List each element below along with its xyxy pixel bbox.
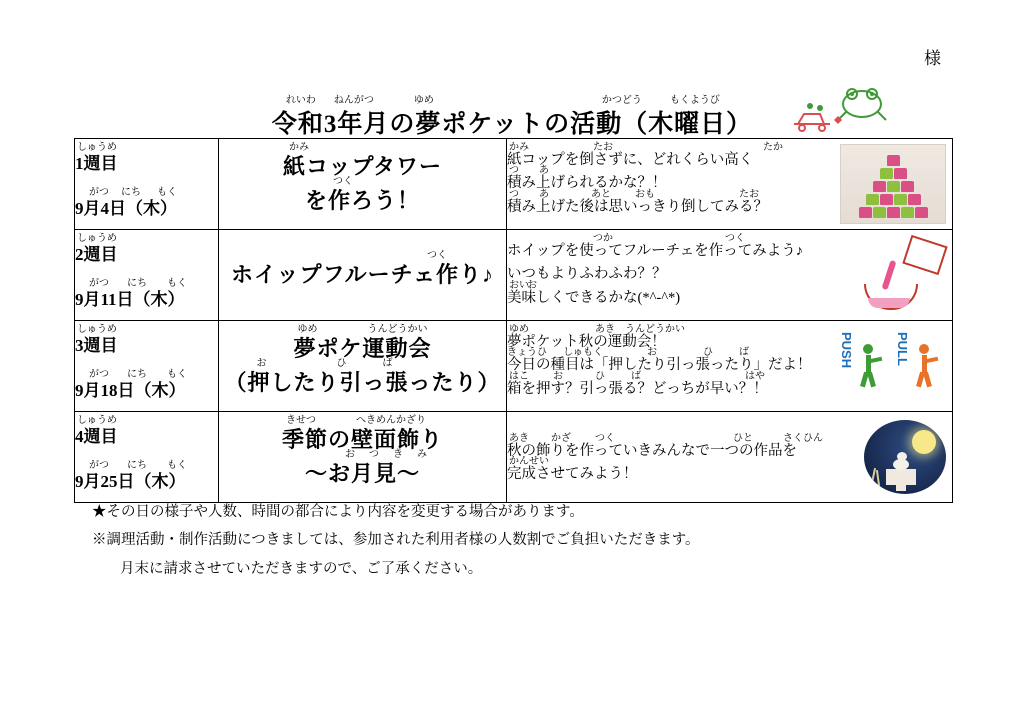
description-text-block <box>507 232 837 310</box>
activity-title-line <box>304 176 420 218</box>
desc-ruby: かんせい <box>509 456 549 467</box>
date-value <box>75 460 218 492</box>
week-number <box>75 233 218 265</box>
week-number <box>75 142 218 174</box>
week-number <box>75 324 218 356</box>
description-line-text: 秋の飾りを作っていきみんなで一つの作品を <box>507 442 797 459</box>
desc-ruby: おい <box>509 279 529 291</box>
desc-ruby: ゆめ <box>509 323 529 335</box>
desc-ruby: お <box>553 370 563 382</box>
date-ruby: もく <box>167 369 187 380</box>
desc-ruby: あ <box>539 165 549 177</box>
date-ruby: もく <box>157 187 177 198</box>
activity-title-line <box>230 249 495 292</box>
activity-ruby: うんどうかい <box>367 323 428 335</box>
activity-cell <box>219 139 507 230</box>
activity-line-text: 〜お月見〜 <box>304 461 420 486</box>
desc-ruby: ば <box>739 347 749 359</box>
pull-label: PULL <box>895 332 910 366</box>
activity-ruby: き <box>392 449 403 460</box>
desc-ruby: ひ <box>703 347 713 359</box>
description-line-text: ホイップを使ってフルーチェを作ってみよう♪ <box>507 242 803 259</box>
activity-ruby: お <box>344 449 355 460</box>
note-line: ※調理活動・制作活動につきましては、参加された利用者様の人数割でご負担いただきます。 <box>92 532 700 549</box>
desc-ruby: つ <box>509 188 519 200</box>
notes-block <box>92 498 952 583</box>
title-ruby: かつどう <box>601 95 642 106</box>
desc-ruby: つく <box>725 232 745 244</box>
description-cell <box>507 321 953 412</box>
description-line <box>507 165 837 195</box>
description-line <box>507 263 837 286</box>
week-ruby: しゅうめ <box>77 324 117 335</box>
page-title-text: 令和3年月の夢ポケットの活動（木曜日） <box>271 111 753 138</box>
week-cell <box>75 412 219 503</box>
activity-ruby: つ <box>368 449 379 460</box>
activity-line-text: 夢ポケ運動会 <box>293 335 432 361</box>
desc-ruby: ば <box>631 370 641 382</box>
date-text: 9月11日（木） <box>75 290 185 309</box>
title-ruby: ねんがつ <box>333 95 374 106</box>
desc-ruby: はこ <box>509 370 529 382</box>
activity-title-line <box>293 323 432 366</box>
desc-ruby: つか <box>593 232 613 244</box>
desc-ruby: さくひん <box>783 432 823 444</box>
date-ruby: がつ <box>89 460 109 471</box>
table-row <box>75 139 953 230</box>
date-ruby: もく <box>167 278 187 289</box>
activity-ruby: お <box>256 358 267 369</box>
description-line <box>507 370 837 401</box>
desc-ruby: あき <box>595 323 615 335</box>
desc-ruby: かみ <box>509 141 529 153</box>
description-line <box>507 188 837 219</box>
description-line-text: 今日の種目は「押したり引っ張ったり」だよ！ <box>507 357 812 374</box>
description-line-text: 積み上げた後は思いっきり倒してみる？ <box>507 198 768 215</box>
date-ruby: もく <box>167 460 187 471</box>
date-ruby: がつ <box>89 187 109 198</box>
description-text-block <box>507 428 837 487</box>
description-line-text: 紙コップを倒さずに、どれくらい高く <box>507 151 754 168</box>
desc-ruby: はや <box>745 370 765 382</box>
table-row <box>75 412 953 503</box>
title-ruby: ゆめ <box>413 95 434 106</box>
date-text: 9月4日（木） <box>75 199 177 218</box>
note-line: 月末に請求させていただきますので、ご了承ください。 <box>120 560 483 577</box>
date-value <box>75 369 218 401</box>
push-pull-figures <box>838 330 946 402</box>
description-line-text: いつもよりふわふわ？？ <box>507 266 667 283</box>
week-cell <box>75 230 219 321</box>
fruche-pouring-illustration <box>860 238 946 312</box>
desc-ruby: たお <box>739 188 759 200</box>
activity-ruby: きせつ <box>285 414 316 426</box>
activity-cell <box>219 321 507 412</box>
desc-ruby: うんどうかい <box>625 323 685 335</box>
description-line-text: 箱を押す？引っ張る？どっちが早い？！ <box>507 380 768 397</box>
addressee-label: 様 <box>924 49 942 68</box>
description-line <box>507 279 837 310</box>
description-text-block <box>507 141 837 219</box>
date-ruby: にち <box>127 460 147 471</box>
week-number <box>75 415 218 447</box>
description-line <box>507 323 837 354</box>
description-line <box>507 232 837 263</box>
desc-ruby: つ <box>509 165 519 177</box>
paper-cup-tower-photo <box>840 144 946 224</box>
activity-ruby: かみ <box>288 141 309 153</box>
activity-title-line <box>224 358 501 400</box>
description-line <box>507 432 837 463</box>
table-row <box>75 321 953 412</box>
week-number-text: 4週目 <box>75 427 118 446</box>
description-line <box>507 456 837 486</box>
table-row <box>75 230 953 321</box>
activity-title-line <box>304 449 427 491</box>
date-value <box>75 187 218 219</box>
date-ruby: がつ <box>89 369 109 380</box>
activity-ruby: ゆめ <box>297 323 318 335</box>
desc-ruby: たお <box>593 141 613 153</box>
date-value <box>75 278 218 310</box>
description-cell <box>507 412 953 503</box>
description-line-text: 夢ポケット秋の運動会！ <box>507 333 666 350</box>
week-ruby: しゅうめ <box>77 415 117 426</box>
date-ruby: にち <box>127 278 147 289</box>
description-line-text: 積み上げられるかな？！ <box>507 175 667 192</box>
activity-ruby: み <box>416 449 427 460</box>
desc-ruby: あき <box>509 432 529 444</box>
title-ruby: れいわ <box>285 95 316 106</box>
week-ruby: しゅうめ <box>77 233 117 244</box>
week-cell <box>75 139 219 230</box>
activity-ruby: ば <box>382 358 393 369</box>
week-cell <box>75 321 219 412</box>
tsukimi-moon-illustration <box>864 420 946 494</box>
activity-line-text: 紙コップタワー <box>282 153 443 179</box>
week-number-text: 1週目 <box>75 154 118 173</box>
desc-ruby: しゅもく <box>563 347 603 359</box>
date-ruby: がつ <box>89 278 109 289</box>
activity-title-line <box>282 141 443 184</box>
activity-cell <box>219 412 507 503</box>
title-block <box>0 95 1024 140</box>
date-ruby: にち <box>121 187 141 198</box>
date-text: 9月18日（木） <box>75 381 186 400</box>
desc-ruby: きょう <box>507 347 537 359</box>
activity-ruby: つく <box>426 249 447 261</box>
push-label: PUSH <box>839 332 854 369</box>
activity-ruby: つく <box>332 176 353 187</box>
activity-line-text: 季節の壁面飾り <box>281 426 443 452</box>
activity-cell <box>219 230 507 321</box>
week-number-text: 3週目 <box>75 336 118 355</box>
activity-schedule-table <box>74 138 953 503</box>
activity-line-text: ホイップフルーチェ作り♪ <box>230 261 495 287</box>
note-line: ★その日の様子や人数、時間の都合により内容を変更する場合があります。 <box>92 504 584 520</box>
description-cell <box>507 139 953 230</box>
desc-ruby: あ <box>539 188 549 200</box>
desc-ruby: かざ <box>551 432 571 444</box>
activity-line-text: （押したり引っ張ったり） <box>224 370 501 395</box>
description-line-text: 完成させてみよう！ <box>507 466 638 482</box>
activity-ruby: へきめんかざり <box>355 414 426 426</box>
activity-line-text: を作ろう！ <box>304 188 420 213</box>
description-text-block <box>507 323 837 401</box>
week-ruby: しゅうめ <box>77 142 117 153</box>
title-ruby: もくようび <box>669 95 720 106</box>
description-line-text: 美味しくできるかな(*^-^*) <box>507 289 681 306</box>
week-number-text: 2週目 <box>75 245 118 264</box>
date-text: 9月25日（木） <box>75 472 186 491</box>
description-cell <box>507 230 953 321</box>
desc-ruby: あと <box>591 188 611 200</box>
page-title <box>271 95 753 140</box>
desc-ruby: たか <box>763 141 783 153</box>
desc-ruby: つく <box>595 432 615 444</box>
desc-ruby: お <box>647 347 657 359</box>
activity-ruby: ひ <box>336 358 347 369</box>
description-line <box>507 141 837 172</box>
desc-ruby: ひ <box>595 370 605 382</box>
desc-ruby: お <box>527 279 537 291</box>
desc-ruby: ひと <box>733 432 753 444</box>
date-ruby: にち <box>127 369 147 380</box>
desc-ruby: ひ <box>537 347 547 359</box>
desc-ruby: おも <box>635 188 655 200</box>
